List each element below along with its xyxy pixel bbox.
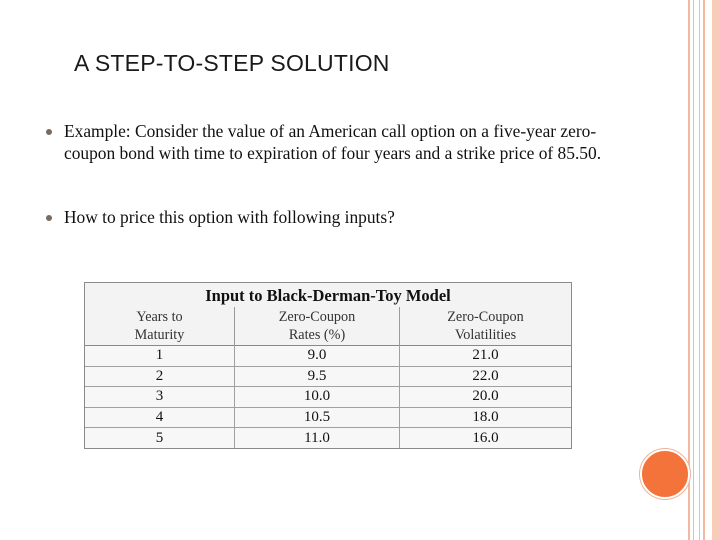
table-row [85,346,571,367]
table-cell: 21.0 [400,346,572,367]
table-cell: 4 [85,407,235,428]
table-row [85,387,571,408]
column-header [400,307,572,346]
decor-stripe [703,0,705,540]
table-cell: 11.0 [235,428,400,448]
table-row [85,366,571,387]
table-cell: 2 [85,366,235,387]
table-header-row [85,307,571,346]
decor-stripe [688,0,690,540]
column-header-line: Maturity [134,327,185,343]
bullet-item [46,206,606,228]
decor-stripe [712,0,720,540]
table-row [85,407,571,428]
bullet-dot-icon [46,129,52,135]
table-cell: 3 [85,387,235,408]
bullet-text: Example: Consider the value of an American call option on a five-year zero-coupon bond with time to expiration of four years and a strike price of 85.50. [64,121,602,163]
bullet-item [46,120,606,164]
table-cell: 10.5 [235,407,400,428]
decor-stripe [699,0,700,540]
column-header-line: Volatilities [454,327,517,343]
table-cell: 22.0 [400,366,572,387]
bullet-dot-icon [46,215,52,221]
decor-stripe [693,0,694,540]
data-table [85,307,571,448]
table-cell: 20.0 [400,387,572,408]
table-cell: 9.5 [235,366,400,387]
table-row [85,428,571,448]
column-header-line: Zero-Coupon [278,309,356,325]
bdt-input-table [84,282,572,449]
column-header [85,307,235,346]
slide-title: A STEP-TO-STEP SOLUTION [74,50,390,76]
table-cell: 10.0 [235,387,400,408]
table-cell: 9.0 [235,346,400,367]
decorative-circle-icon [640,449,690,499]
bullet-text: How to price this option with following inputs? [64,207,395,227]
table-cell: 18.0 [400,407,572,428]
column-header-line: Years to [136,309,183,325]
column-header-line: Rates (%) [288,327,346,343]
column-header-line: Zero-Coupon [447,309,524,325]
table-cell: 16.0 [400,428,572,448]
table-cell: 5 [85,428,235,448]
bullet-list [46,120,606,228]
column-header [235,307,400,346]
table-cell: 1 [85,346,235,367]
table-title: Input to Black-Derman-Toy Model [205,286,451,305]
